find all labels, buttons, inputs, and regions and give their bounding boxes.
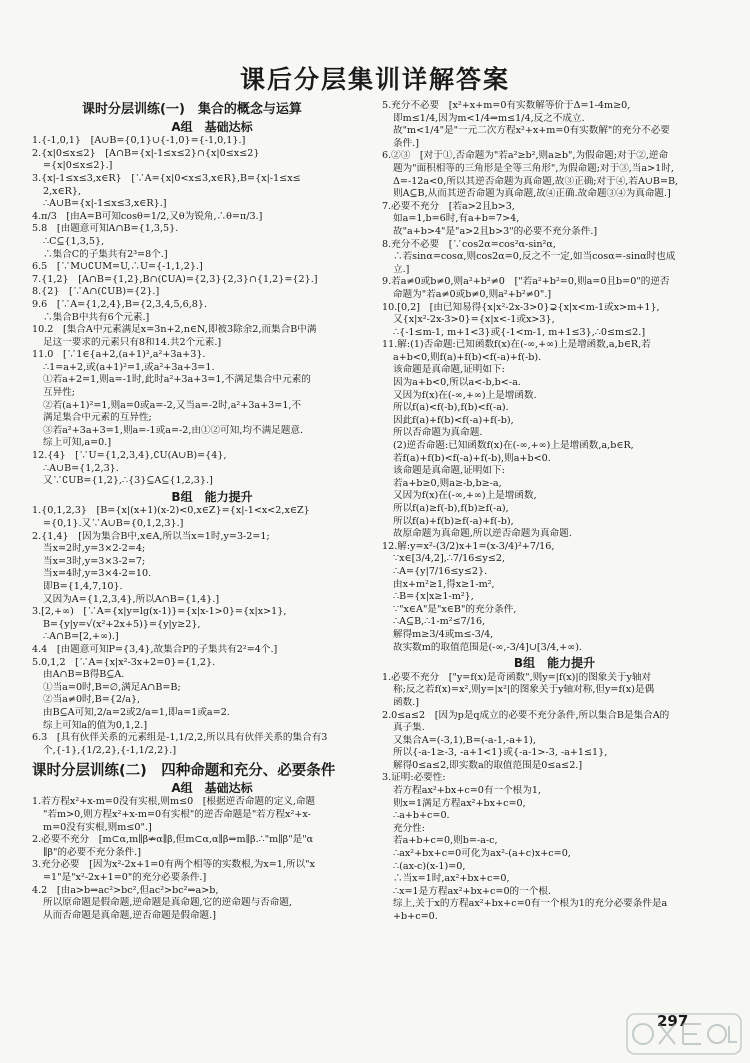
answer-line: 5.8 [由题意可知A∩B={1,3,5}.: [32, 223, 179, 235]
answer-line: 2.必要不充分 [m⊂α,m∥β⇏α∥β,但m⊂α,α∥β⇒m∥β.∴"m∥β"是"α: [32, 834, 314, 846]
answer-line: ∴a+b+c=0.: [393, 810, 450, 822]
answer-line: 命题为"若a≠0或b≠0,则a²+b²≠0".]: [393, 288, 552, 300]
answer-line: 12.{4} [∵U={1,2,3,4},∁U(A∪B)={4},: [32, 450, 227, 462]
answer-line: ①若a+2=1,则a=-1时,此时a²+3a+3=1,不满足集合中元素的: [43, 374, 311, 386]
answer-line: 故"a+b>4"是"a>2且b>3"的必要不充分条件.]: [393, 225, 598, 237]
page-number: 297: [657, 1012, 689, 1030]
answer-line: ∴A∪B={x|-1≤x≤3,x∈R}.]: [43, 198, 167, 210]
answer-line: 函数.]: [393, 696, 419, 708]
answer-line: 所以f(a)+f(b)≥f(-a)+f(-b),: [393, 515, 514, 527]
answer-line: 1.必要不充分 ["y=f(x)是奇函数",则y=|f(x)|的图象关于y轴对: [382, 671, 652, 683]
answer-line: ∴{-1≤m-1, m+1<3}或{-1<m-1, m+1≤3},∴0≤m≤2.]: [393, 326, 646, 338]
answer-line: 即B={1,4,7,10}.: [43, 580, 123, 592]
group-a2-heading: A组 基础达标: [171, 780, 253, 795]
answer-line: 1.若方程x²+x-m=0没有实根,则m≤0 [根据逆否命题的定义,命题: [32, 796, 316, 808]
answer-line: 若a+b+c=0,则b=-a-c,: [393, 835, 498, 847]
answer-line: 3.{x|-1≤x≤3,x∈R} [∵A={x|0<x≤3,x∈R},B={x|-1≤x≤: [32, 172, 301, 184]
answer-line: 10.2 [集合A中元素满足x=3n+2,n∈N,即被3除余2,而集合B中满: [32, 324, 317, 336]
answer-line: 7.必要不充分 [若a>2且b>3,: [382, 200, 515, 212]
answer-line: 该命题是真命题,证明如下:: [393, 364, 505, 376]
answer-line: 解得m≥3/4或m≤-3/4,: [393, 628, 494, 640]
answer-line: 故实数m的取值范围是(-∞,-3/4]∪[3/4,+∞).: [393, 641, 582, 653]
answer-line: ∴集合C的子集共有2³=8个.]: [43, 248, 168, 260]
answer-line: 综上可知,a=0.]: [43, 437, 112, 449]
answer-line: 又∵∁UB={1,2},∴{3}⊆A⊆{1,2,3}.]: [43, 475, 213, 487]
answer-line: =1"是"x²-2x+1=0"的充分必要条件.]: [43, 872, 207, 884]
page-title: 课后分层集训详解答案: [239, 65, 510, 94]
answer-line: 因此f(a)+f(b)<f(-a)+f(-b),: [393, 414, 514, 426]
answer-line: ③若a²+3a+3=1,则a=-1或a=-2,由①②可知,均不满足题意.: [43, 424, 304, 436]
answer-line: 4.π/3 [由A=B可知cosθ=1/2,又θ为锐角,∴θ=π/3.]: [32, 210, 263, 222]
answer-list-group-a: [32, 135, 392, 488]
answer-line: 3.充分必要 [因为x²-2x+1=0有两个相等的实数根,为x=1,所以"x: [32, 859, 315, 871]
answer-line: 称;反之若f(x)=x²,则y=|x²|的图象关于y轴对称,但y=f(x)是偶: [393, 684, 655, 696]
answer-line: 所以f(a)<f(-b),f(b)<f(-a).: [393, 402, 509, 414]
answer-line: ∴若sinα=cosα,则cos2α=0,反之不一定,如当cosα=-sinα时也成: [393, 251, 676, 263]
answer-line: 个,{-1},{1/2,2},{-1,1/2,2}.]: [43, 744, 177, 756]
answer-line: 互异性;: [43, 387, 76, 399]
answer-line: 所以原命题是假命题,逆命题是真命题,它的逆命题与否命题,: [43, 897, 292, 909]
answer-list-continued: [382, 100, 727, 654]
answer-line: Δ=-12a<0,所以其逆否命题为真命题,故③正确;对于④,若A∪B=B,: [393, 175, 679, 187]
answer-line: 则x=1满足方程ax²+bx+c=0,: [393, 797, 526, 809]
answer-line: 若a+b≥0,则a≥-b,b≥-a,: [393, 477, 502, 489]
answer-line: "若m>0,则方程x²+x-m=0有实根"的逆否命题是"若方程x²+x-: [43, 809, 311, 821]
answer-line: 2,x∈R},: [43, 185, 82, 197]
answer-line: B={y|y=√(x²+2x+5)}={y|y≥2},: [43, 618, 201, 630]
answer-line: 10.[0,2] [由已知易得{x|x²-2x-3>0}⊋{x|x<m-1或x>m+1},: [382, 301, 660, 313]
group-b2-heading: B组 能力提升: [513, 656, 596, 671]
answer-line: 又因为f(x)在(-∞,+∞)上是增函数.: [393, 389, 537, 401]
answer-line: 综上,关于x的方程ax²+bx+c=0有一个根为1的充分必要条件是a: [393, 898, 668, 910]
answer-line: 1.{-1,0,1} [A∪B={0,1}∪{-1,0}={-1,0,1}.]: [32, 135, 246, 147]
answer-line: ={x|0≤x≤2}.]: [43, 160, 113, 172]
answer-line: a+b<0,则f(a)+f(b)<f(-a)+f(-b).: [393, 351, 542, 363]
answer-line: ∴C⊆{1,3,5},: [43, 235, 105, 247]
answer-line: ①当a=0时,B=∅,满足A∩B=B;: [43, 681, 181, 693]
answer-line: ②若(a+1)²=1,则a=0或a=-2,又当a=-2时,a²+3a+3=1,不: [43, 399, 302, 411]
answer-line: 5.充分不必要 [x²+x+m=0有实数解等价于Δ=1-4m≥0,: [382, 100, 631, 111]
answer-line: 若方程ax²+bx+c=0有一个根为1,: [393, 785, 542, 797]
answer-line: 故原命题为真命题,所以逆否命题为真命题.: [393, 528, 572, 540]
answer-line: ={0,1}.又∵A∪B={0,1,2,3}.]: [43, 518, 184, 529]
answer-line: 11.0 [∵1∈{a+2,(a+1)²,a²+3a+3}.: [32, 349, 206, 361]
answer-line: 6.②③ [对于①,否命题为"若a²≥b²,则a≥b",为假命题;对于②,逆命: [382, 150, 669, 162]
answer-line: 3.证明:必要性:: [382, 772, 446, 784]
answer-line: ∴ax²+bx+c=0可化为ax²-(a+c)x+c=0,: [393, 848, 571, 860]
answer-line: 即m≤1/4,因为m<1/4⇒m≤1/4,反之不成立.: [393, 112, 585, 124]
answer-line: ∴x=1是方程ax²+bx+c=0的一个根.: [393, 885, 551, 897]
answer-line: 因为a+b<0,所以a<-b,b<-a.: [393, 377, 521, 389]
answer-line: 12.解:y=x²-(3/2)x+1=(x-3/4)²+7/16,: [382, 540, 555, 552]
answer-line: 当x=2时,y=3×2-2=4;: [43, 543, 146, 555]
answer-line: ∵x∈[3/4,2],∴7/16≤y≤2,: [393, 553, 506, 565]
answer-line: ∴集合B中共有6个元素.]: [43, 311, 150, 323]
answer-line: ∴A∩B=[2,+∞).]: [43, 631, 119, 643]
answer-line: 解得0≤a≤2,即实数a的取值范围是0≤a≤2.]: [393, 759, 583, 771]
answer-line: 满足集合中元素的互异性;: [43, 412, 152, 424]
answer-line: (2)逆否命题:已知函数f(x)在(-∞,+∞)上是增函数,a,b∈R,: [393, 440, 634, 452]
answer-line: 所以否命题为真命题.: [393, 427, 483, 439]
answer-line: 充分性:: [393, 822, 426, 834]
answer-line: 故"m<1/4"是"一元二次方程x²+x+m=0有实数解"的充分不必要: [393, 125, 670, 137]
answer-line: 题为"面积相等的三角形是全等三角形",为假命题;对于③,当a>1时,: [393, 162, 674, 174]
answer-line: +b+c=0.: [393, 911, 438, 922]
answer-line: ②当a≠0时,B={2/a},: [43, 694, 141, 706]
group-b-heading: B组 能力提升: [171, 489, 253, 504]
answer-line: ∴A={y|7/16≤y≤2}.: [393, 565, 488, 577]
answer-line: 又集合A=(-3,1),B=(-a-1,-a+1),: [393, 734, 536, 746]
answer-line: ∵"x∈A"是"x∈B"的充分条件,: [393, 603, 517, 615]
answer-line: 2.{1,4} [因为集合B中,x∈A,所以当x=1时,y=3-2=1;: [32, 530, 270, 542]
answer-list-group-a2: [32, 796, 392, 922]
answer-line: ∥β"的必要不充分条件.]: [43, 846, 141, 858]
answer-line: 又因为A={1,2,3,4},所以A∩B={1,4}.]: [43, 593, 220, 605]
right-column: [382, 100, 727, 924]
answer-line: 条件.]: [393, 137, 419, 149]
answer-line: 所以f(a)≥f(-b),f(b)≥f(-a),: [393, 503, 509, 514]
answer-line: 立.]: [393, 263, 410, 275]
answer-line: 由B⊆A可知,2/a=2或2/a=1,即a=1或a=2.: [43, 706, 230, 718]
answer-line: 由A∩B=B得B⊆A.: [43, 669, 125, 681]
answer-line: ∴A⊆B,∴1-m²≤7/16,: [393, 616, 486, 628]
answer-line: 1.{0,1,2,3} [B={x|(x+1)(x-2)<0,x∈Z}={x|-1<x<2,x∈Z}: [32, 505, 310, 517]
answer-line: 8.{2} [∵A∩(∁UB)={2}.]: [32, 286, 160, 298]
answer-line: 足这一要求的元素只有8和14.共2个元素.]: [43, 336, 222, 348]
answer-line: 又因为f(x)在(-∞,+∞)上是增函数,: [393, 490, 537, 502]
answer-line: 该命题是真命题,证明如下:: [393, 465, 505, 477]
answer-line: m=0没有实根,则m≤0".]: [43, 821, 152, 833]
answer-line: 3.[2,+∞) [∵A={x|y=lg(x-1)}={x|x-1>0}={x|x>1},: [32, 606, 287, 618]
answer-line: 所以{-a-1≥-3, -a+1<1}或{-a-1>-3, -a+1≤1},: [393, 747, 608, 759]
answer-line: ∴B={x|x≥1-m²},: [393, 591, 474, 603]
answer-line: 当x=3时,y=3×3-2=7;: [43, 555, 146, 567]
answer-line: 8.充分不必要 [∵cos2α=cos²α-sin²α,: [382, 238, 556, 250]
answer-line: 7.{1,2} [A∩B={1,2},B∩(∁UA)={2,3}{2,3}∩{1,2}={2}.]: [32, 273, 318, 285]
answer-list-group-b2: [382, 672, 727, 924]
answer-line: ∴当x=1时,ax²+bx+c=0,: [393, 873, 510, 885]
answer-line: ∴1=a+2,或(a+1)²=1,或a²+3a+3=1.: [43, 361, 215, 373]
answer-line: 4.4 [由题意可知P={3,4},故集合P的子集共有2²=4个.]: [32, 643, 278, 655]
answer-line: 如a=1,b=6时,有a+b=7>4,: [393, 213, 520, 225]
answer-line: 又{x|x²-2x-3>0}={x|x<-1或x>3},: [393, 314, 555, 326]
answer-line: ∴(ax-c)(x-1)=0,: [393, 860, 466, 872]
answer-line: 9.6 [∵A={1,2,4},B={2,3,4,5,6,8}.: [32, 298, 208, 310]
answer-list-group-b: [32, 505, 392, 757]
left-column: [32, 100, 392, 922]
answer-line: 9.若a≠0或b≠0,则a²+b²≠0 ["若a²+b²=0,则a=0且b=0"的逆否: [382, 276, 670, 288]
answer-line: 6.3 [具有伙伴关系的元素组是-1,1/2,2,所以具有伙伴关系的集合有3: [32, 732, 328, 744]
answer-line: ∴A∪B={1,2,3}.: [43, 462, 119, 474]
answer-line: 由x+m²≥1,得x≥1-m²,: [393, 578, 495, 590]
answer-line: 若f(a)+f(b)<f(-a)+f(-b),则a+b<0.: [393, 452, 551, 464]
section-heading-2: 课时分层训练(二) 四种命题和充分、必要条件: [32, 763, 336, 780]
watermark-logo: [625, 1010, 743, 1058]
answer-line: 综上可知a的值为0,1,2.]: [43, 719, 148, 731]
answer-line: 6.5 [∵M∪∁UM=U,∴U={-1,1,2}.]: [32, 261, 203, 273]
answer-line: 4.2 [由a>b⇒ac²>bc²,但ac²>bc²⇒a>b,: [32, 884, 219, 896]
answer-line: 5.0,1,2 [∵A={x|x²-3x+2=0}={1,2}.: [32, 656, 216, 668]
answer-line: 真子集.: [393, 722, 425, 734]
answer-line: 2.0≤a≤2 [因为p是q成立的必要不充分条件,所以集合B是集合A的: [382, 709, 670, 721]
answer-line: 当x=4时,y=3×4-2=10.: [43, 568, 152, 580]
answer-line: 11.解:(1)否命题:已知函数f(x)在(-∞,+∞)上是增函数,a,b∈R,若: [382, 339, 651, 351]
answer-line: 则A⊆B,从而其逆否命题为真命题,故④正确.故命题③④为真命题.]: [393, 188, 671, 200]
group-a-heading: A组 基础达标: [171, 119, 253, 134]
answer-line: 从而否命题是真命题,逆否命题是假命题.]: [43, 909, 216, 921]
answer-line: 2.{x|0≤x≤2} [A∩B={x|-1≤x≤2}∩{x|0≤x≤2}: [32, 147, 260, 159]
section-heading-1: 课时分层训练(一) 集合的概念与运算: [82, 102, 302, 117]
